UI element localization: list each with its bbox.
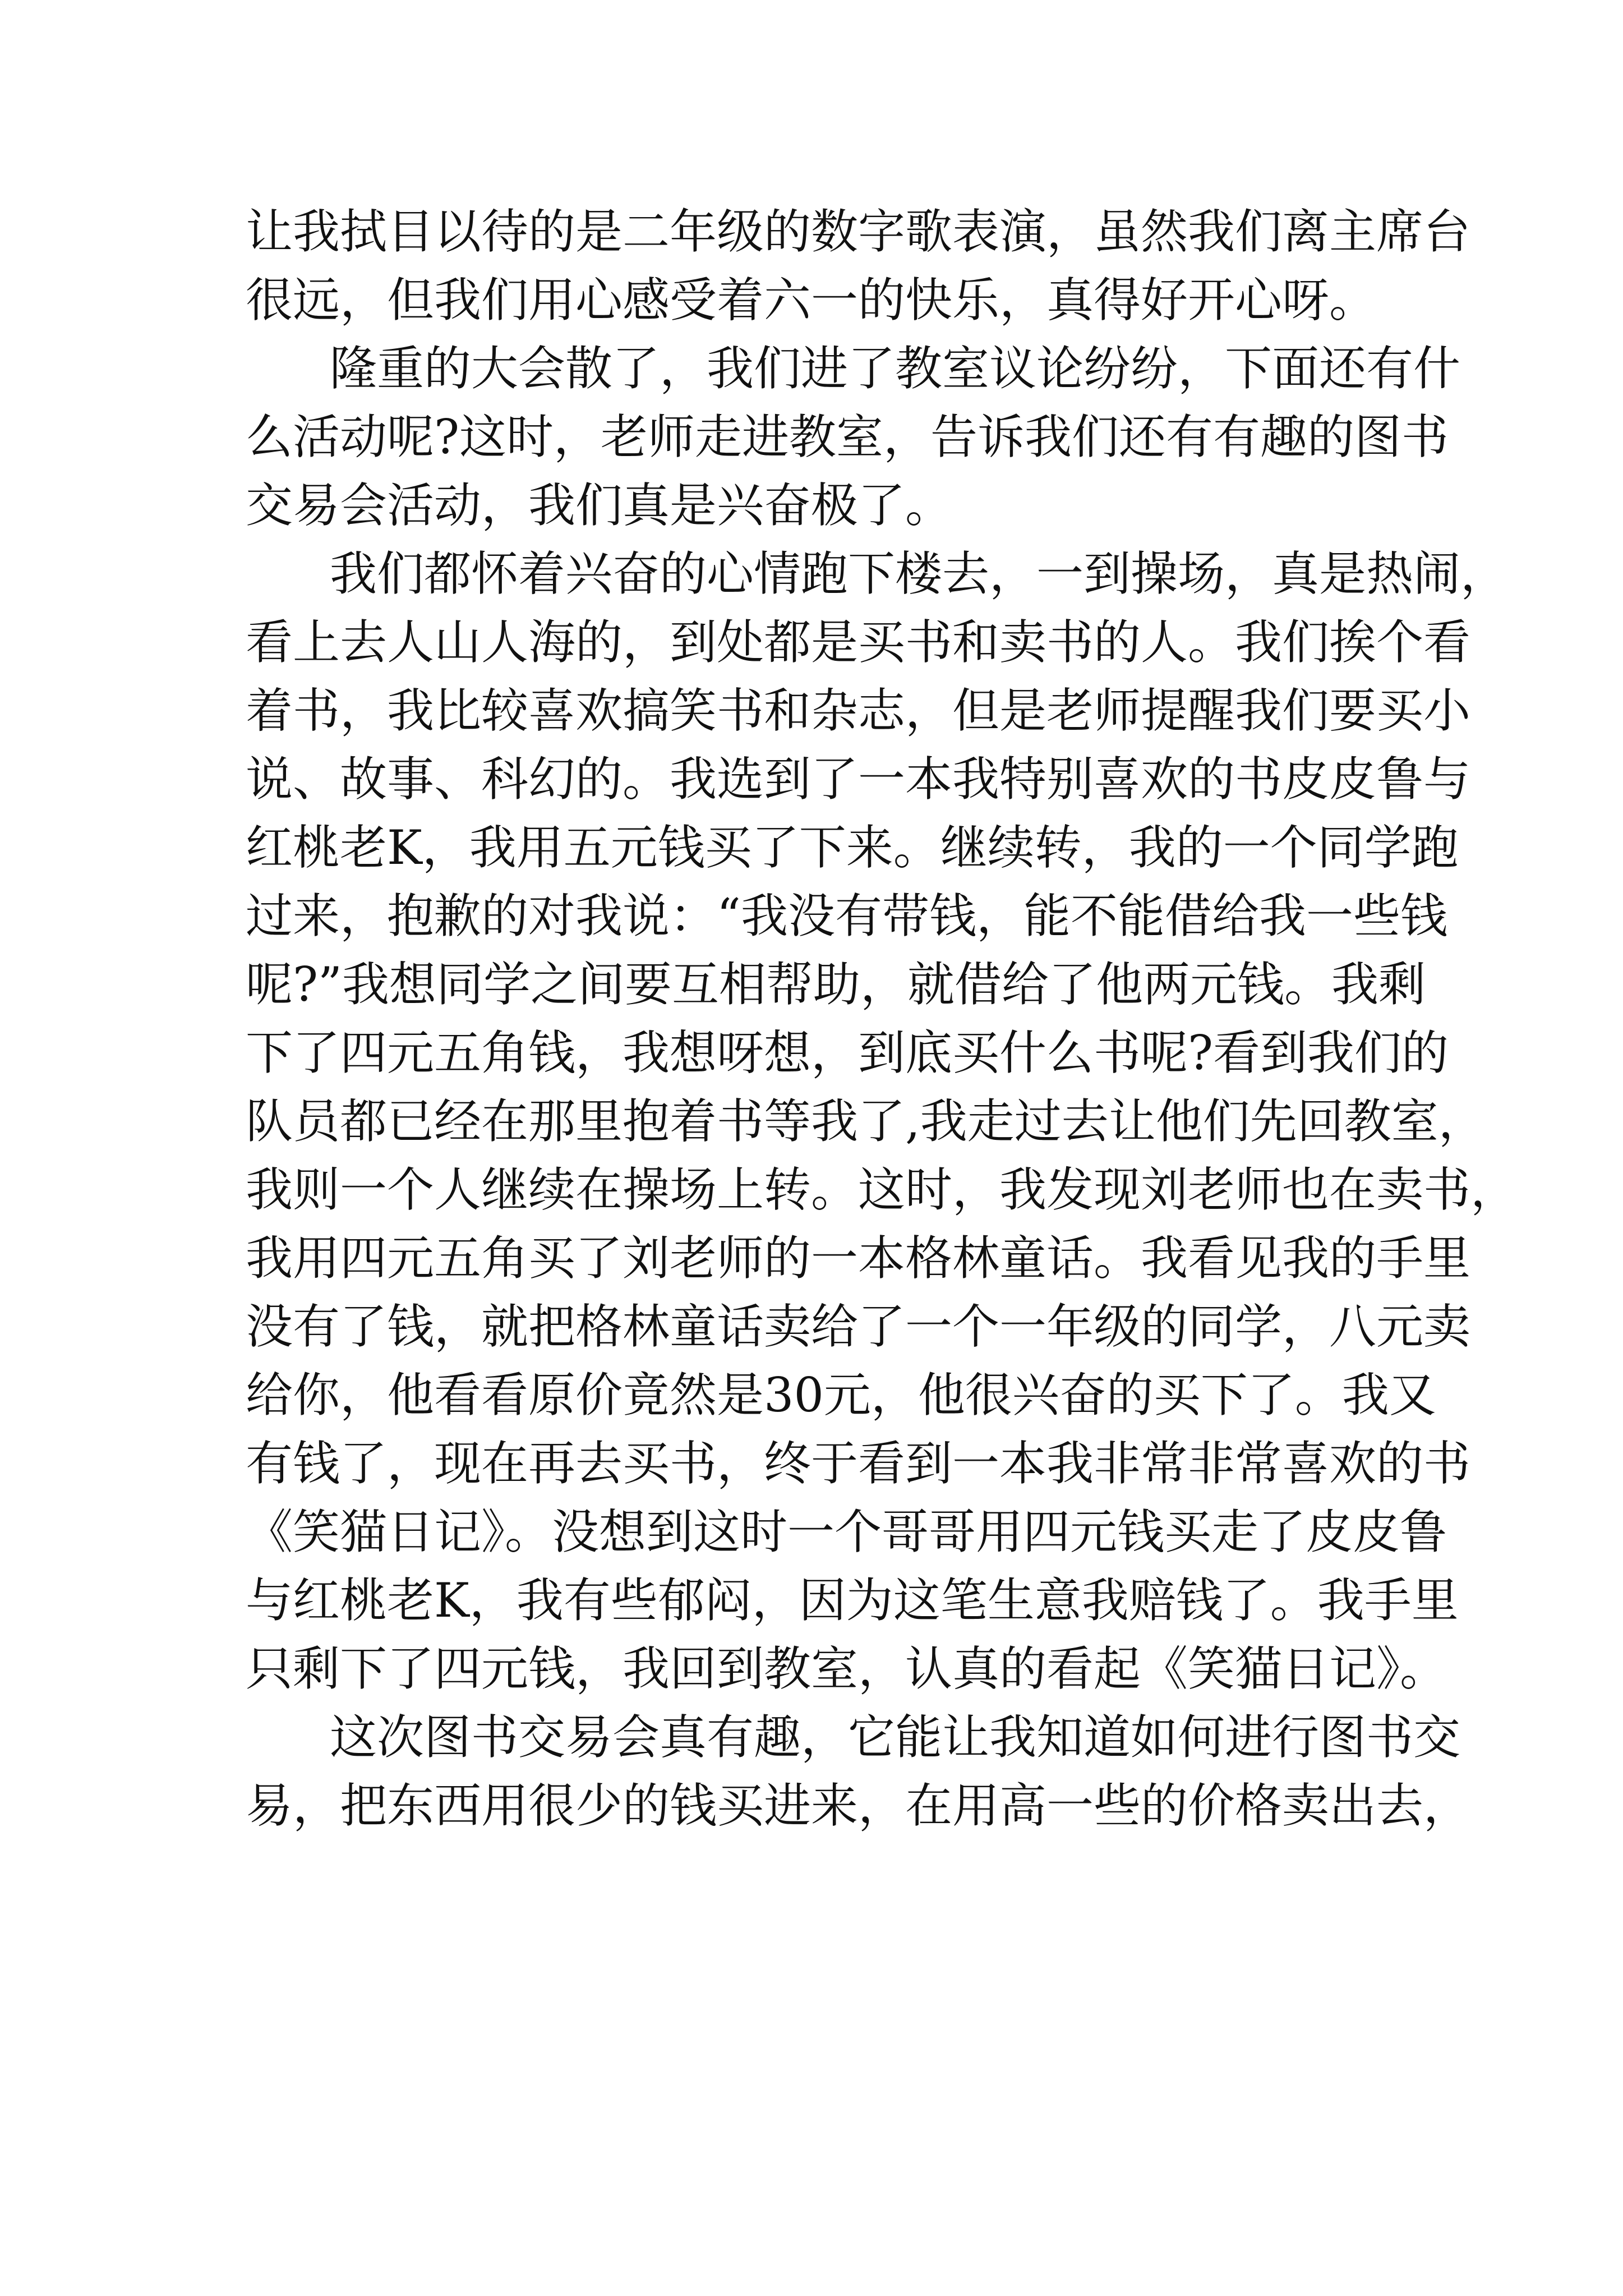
text-line: 交易会活动，我们真是兴奋极了。 bbox=[246, 478, 953, 533]
text-line: 说、故事、科幻的。我选到了一本我特别喜欢的书皮皮鲁与 bbox=[246, 752, 1471, 807]
text-line: 与红桃老K，我有些郁闷，因为这笔生意我赔钱了。我手里 bbox=[246, 1573, 1459, 1628]
paragraph bbox=[246, 540, 1518, 1703]
text-line: 没有了钱，就把格林童话卖给了一个一年级的同学，八元卖 bbox=[246, 1299, 1471, 1354]
text-line: 让我拭目以待的是二年级的数字歌表演，虽然我们离主席台 bbox=[246, 204, 1471, 259]
text-line: 看上去人山人海的，到处都是买书和卖书的人。我们挨个看 bbox=[246, 615, 1471, 670]
text-line: 队员都已经在那里抱着书等我了,我走过去让他们先回教室， bbox=[246, 1094, 1486, 1149]
paragraph bbox=[246, 334, 1461, 540]
text-line: 《笑猫日记》。没想到这时一个哥哥用四元钱买走了皮皮鲁 bbox=[246, 1504, 1447, 1559]
text-line: 下了四元五角钱，我想呀想，到底买什么书呢?看到我们的 bbox=[246, 1025, 1449, 1080]
text-line: 我则一个人继续在操场上转。这时，我发现刘老师也在卖书， bbox=[246, 1162, 1518, 1217]
paragraph bbox=[246, 1703, 1471, 1840]
text-line: 给你，他看看原价竟然是30元，他很兴奋的买下了。我又 bbox=[246, 1368, 1436, 1423]
text-line: 有钱了，现在再去买书，终于看到一本我非常非常喜欢的书 bbox=[246, 1436, 1471, 1491]
text-line: 这次图书交易会真有趣，它能让我知道如何进行图书交 bbox=[330, 1710, 1461, 1765]
text-line: 红桃老K，我用五元钱买了下来。继续转，我的一个同学跑 bbox=[246, 820, 1459, 875]
text-line: 只剩下了四元钱，我回到教室，认真的看起《笑猫日记》。 bbox=[246, 1641, 1447, 1696]
text-line: 过来，抱歉的对我说：“我没有带钱，能不能借给我一些钱 bbox=[246, 889, 1447, 944]
text-line: 很远，但我们用心感受着六一的快乐，真得好开心呀。 bbox=[246, 273, 1377, 328]
document-body bbox=[246, 197, 1518, 1840]
text-line: 隆重的大会散了，我们进了教室议论纷纷，下面还有什 bbox=[330, 341, 1461, 396]
text-line: 易，把东西用很少的钱买进来，在用高一些的价格卖出去， bbox=[246, 1778, 1471, 1833]
text-line: 呢?”我想同学之间要互相帮助，就借给了他两元钱。我剩 bbox=[246, 957, 1426, 1012]
paragraph bbox=[246, 197, 1471, 334]
text-line: 么活动呢?这时，老师走进教室，告诉我们还有有趣的图书 bbox=[246, 409, 1449, 464]
text-line: 着书，我比较喜欢搞笑书和杂志，但是老师提醒我们要买小 bbox=[246, 683, 1471, 738]
text-line: 我用四元五角买了刘老师的一本格林童话。我看见我的手里 bbox=[246, 1231, 1471, 1286]
text-line: 我们都怀着兴奋的心情跑下楼去，一到操场，真是热闹， bbox=[330, 546, 1508, 601]
